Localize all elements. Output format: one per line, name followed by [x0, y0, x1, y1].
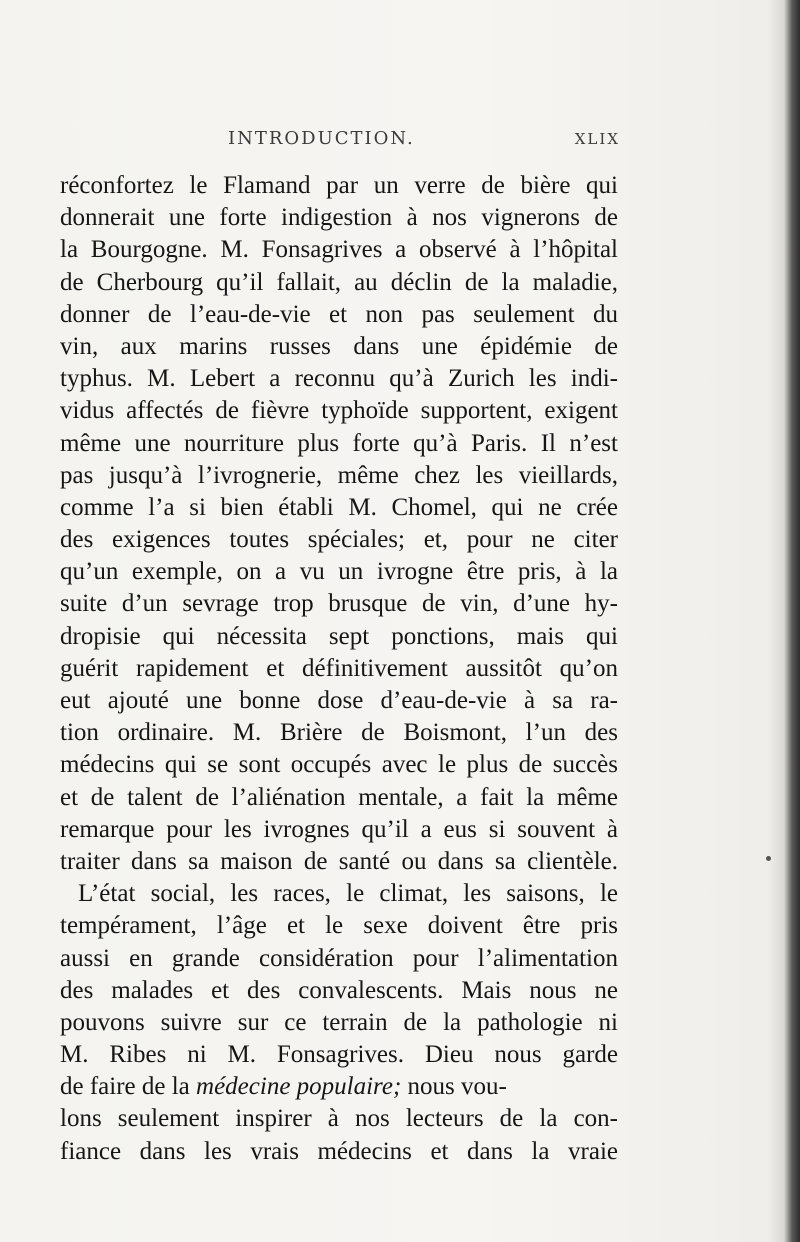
- text-line: des malades et des convalescents. Mais nous ne: [60, 976, 618, 1004]
- text-line: M. Ribes ni M. Fonsagrives. Dieu nous garde: [60, 1041, 618, 1069]
- text-line: donner de l’eau-de-vie et non pas seulement du: [60, 300, 618, 328]
- text-line: fiance dans les vrais médecins et dans la vraie: [60, 1137, 618, 1165]
- paragraph-end-line: traiter dans sa maison de santé ou dans sa clientèle.: [60, 847, 618, 875]
- text-line: médecins qui se sont occupés avec le plus de succès: [60, 751, 618, 779]
- page-number: XLIX: [574, 130, 620, 148]
- text-line: comme l’a si bien établi M. Chomel, qui ne crée: [60, 493, 618, 521]
- page-header: [228, 128, 620, 158]
- body-text: [60, 170, 618, 1168]
- ink-speck: [766, 856, 771, 861]
- italic-line-before: de faire de la: [60, 1073, 197, 1101]
- text-line: lons seulement inspirer à nos lecteurs de la con-: [60, 1105, 618, 1133]
- text-line: dropisie qui nécessita sept ponctions, mais qui: [60, 622, 618, 650]
- text-line: suite d’un sevrage trop brusque de vin, d’une hy-: [60, 590, 618, 618]
- text-line: pouvons suivre sur ce terrain de la pathologie ni: [60, 1008, 618, 1036]
- text-line: vidus affectés de fièvre typhoïde supportent, exigent: [60, 397, 618, 425]
- text-line: de Cherbourg qu’il fallait, au déclin de la maladie,: [60, 268, 618, 296]
- running-head: INTRODUCTION.: [228, 128, 415, 149]
- text-line-with-italic: [60, 1071, 618, 1103]
- text-line: typhus. M. Lebert a reconnu qu’à Zurich les indi-: [60, 365, 618, 393]
- italic-phrase: médecine populaire;: [196, 1073, 402, 1101]
- text-line: même une nourriture plus forte qu’à Paris. Il n’est: [60, 429, 618, 457]
- text-line: eut ajouté une bonne dose d’eau-de-vie à sa ra-: [60, 687, 618, 714]
- text-line: la Bourgogne. M. Fonsagrives a observé à l’hôpital: [60, 236, 618, 264]
- text-line: tion ordinaire. M. Brière de Boismont, l’un des: [60, 719, 618, 747]
- text-line: remarque pour les ivrognes qu’il a eus si souvent à: [60, 815, 618, 843]
- text-line: qu’un exemple, on a vu un ivrogne être pris, à la: [60, 558, 618, 586]
- paragraph-start-line: L’état social, les races, le climat, les saisons, le: [78, 880, 618, 908]
- text-line: tempérament, l’âge et le sexe doivent être pris: [60, 912, 618, 940]
- text-line: des exigences toutes spéciales; et, pour ne citer: [60, 526, 618, 554]
- italic-line-after: nous vou-: [401, 1073, 507, 1101]
- text-line: et de talent de l’aliénation mentale, a fait la même: [60, 783, 618, 811]
- text-line: vin, aux marins russes dans une épidémie de: [60, 332, 618, 360]
- text-line: donnerait une forte indigestion à nos vignerons de: [60, 204, 618, 232]
- text-line: réconfortez le Flamand par un verre de bière qui: [60, 172, 618, 199]
- text-line: pas jusqu’à l’ivrognerie, même chez les vieillards,: [60, 461, 618, 489]
- text-line: guérit rapidement et définitivement aussitôt qu’on: [60, 654, 618, 682]
- text-line: aussi en grande considération pour l’alimentation: [60, 944, 618, 972]
